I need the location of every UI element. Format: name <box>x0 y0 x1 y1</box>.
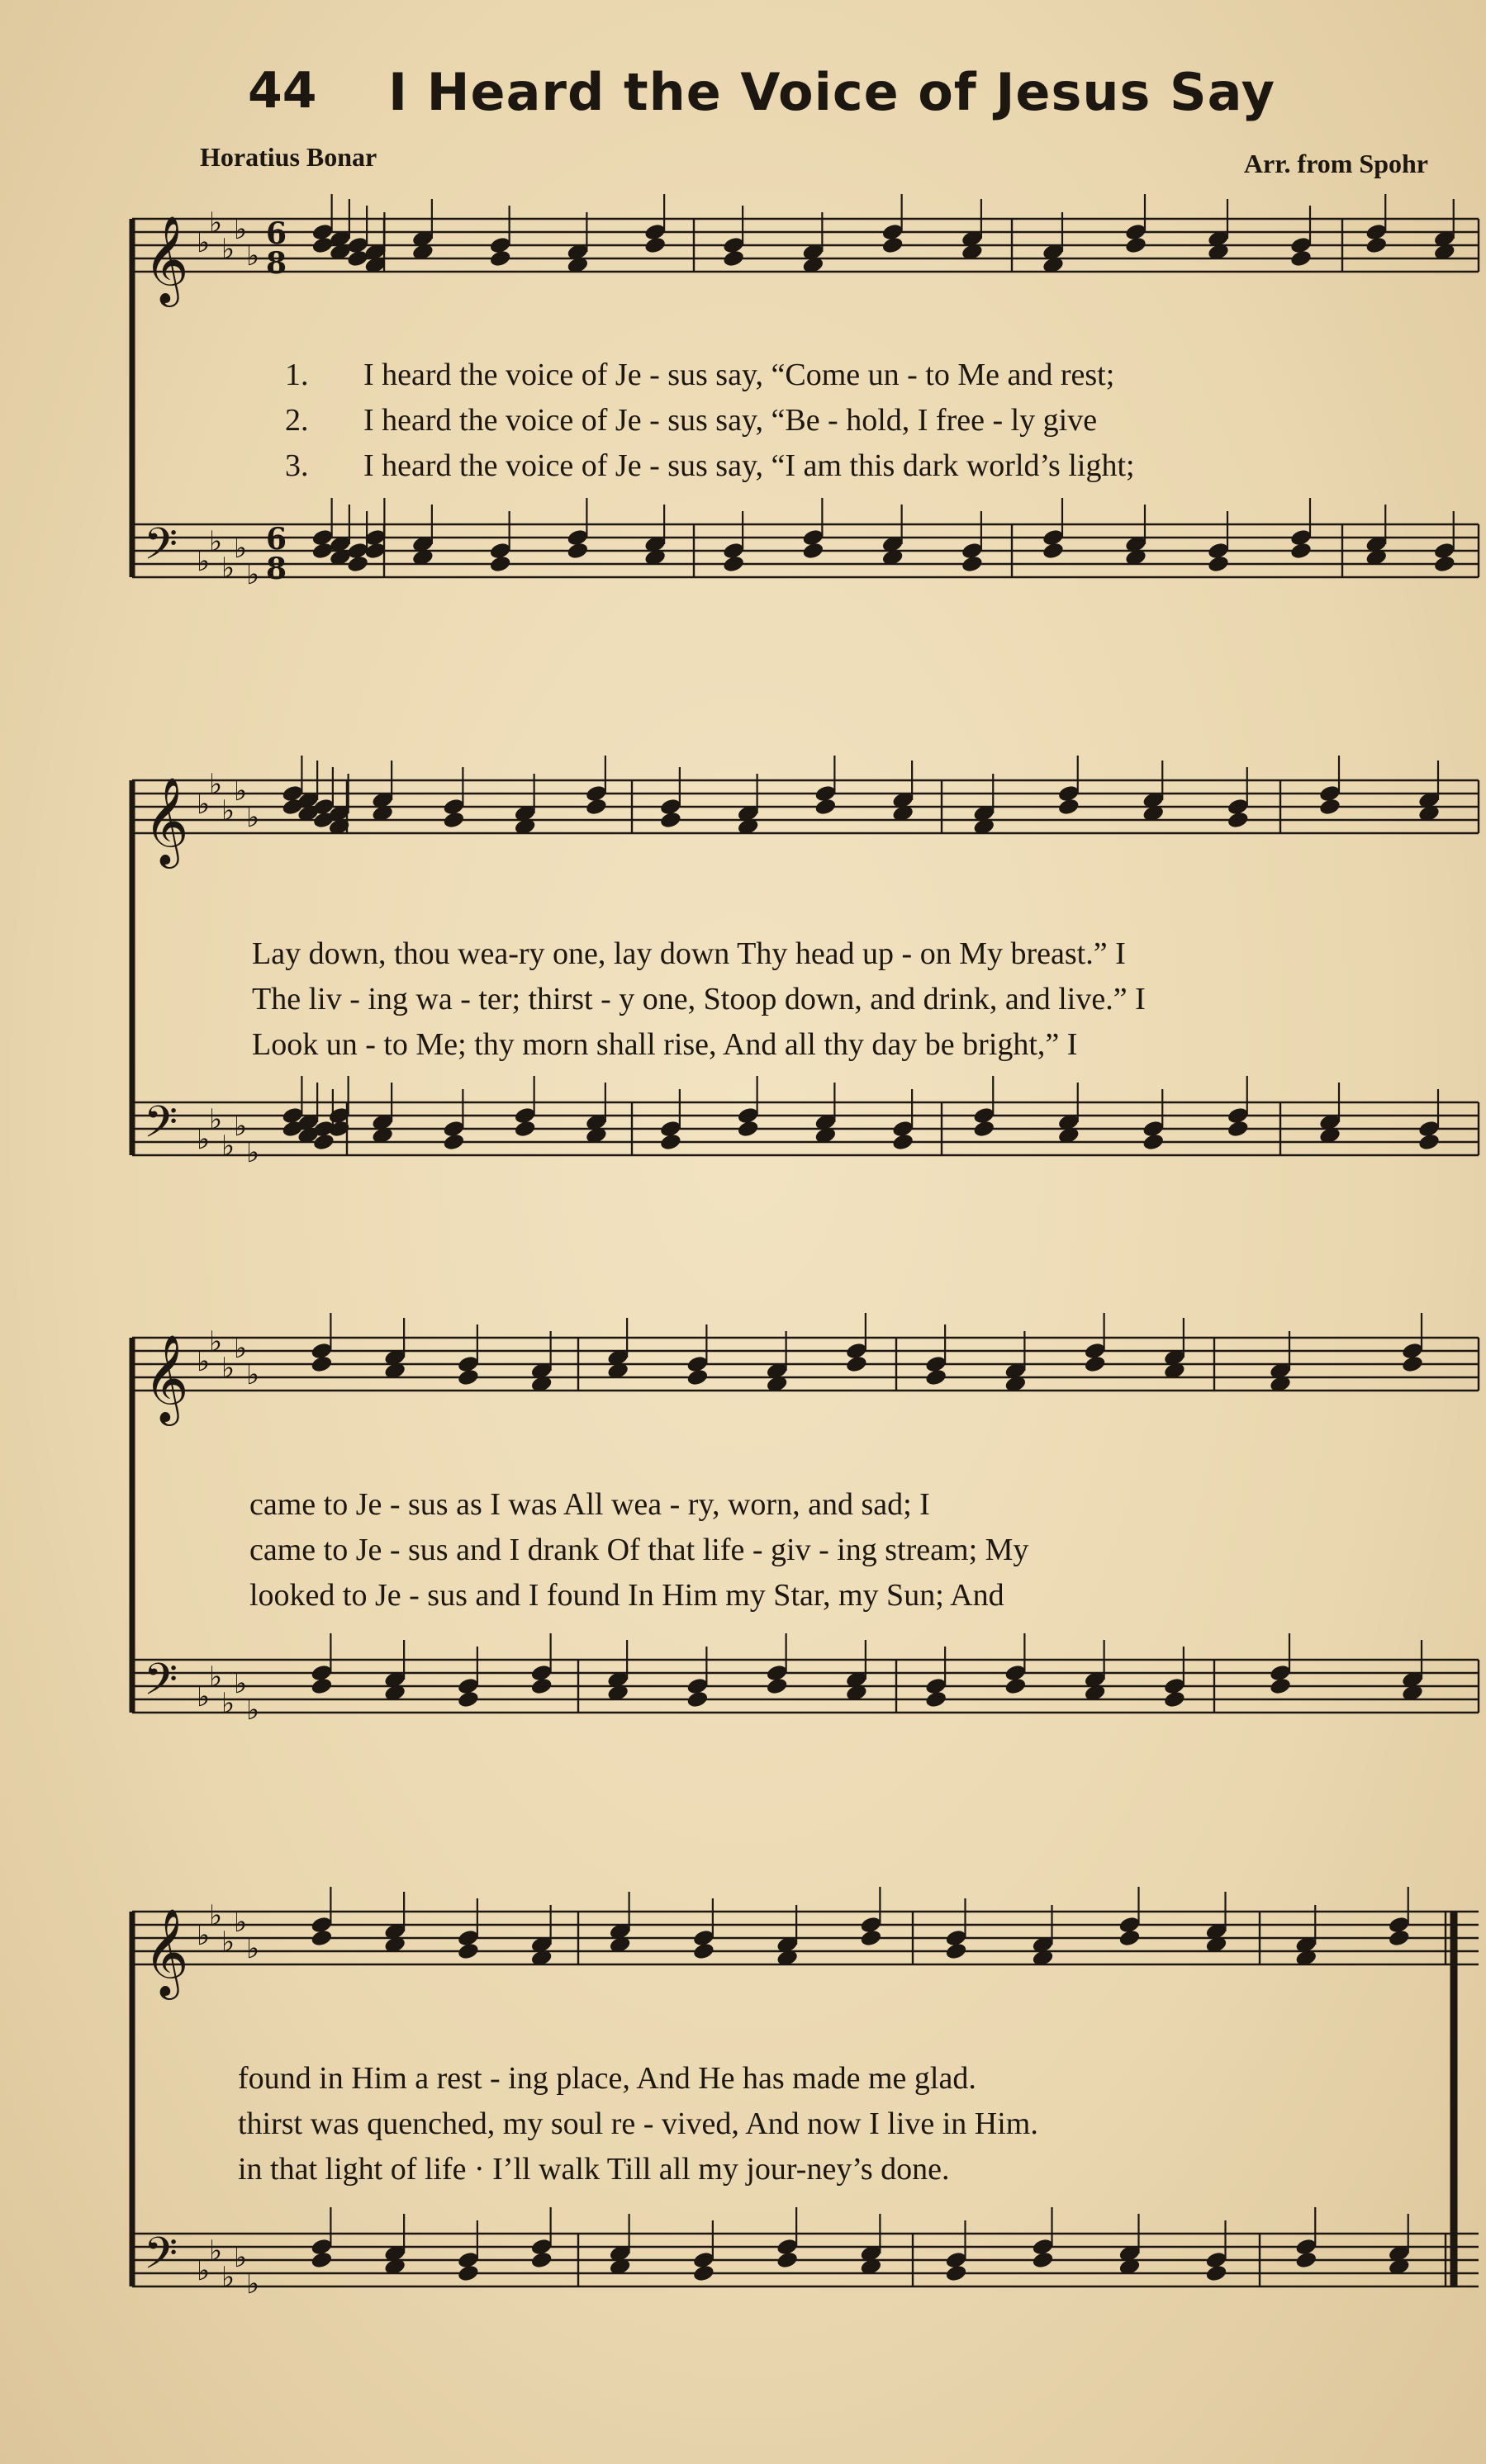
flat-sign: ♭ <box>221 233 235 266</box>
treble-key-signature <box>197 206 259 272</box>
lyric-text: The liv - ing wa - ter; thirst - y one, Stoop down, and drink, and live.” I <box>252 982 1146 1016</box>
treble-notes <box>311 194 1456 275</box>
bass-clef: 𝄢 <box>144 1655 178 1716</box>
note-head <box>489 554 512 573</box>
flat-sign: ♭ <box>221 1926 235 1959</box>
note-head <box>311 235 335 254</box>
note-head <box>845 1354 868 1373</box>
flat-sign: ♭ <box>234 532 248 565</box>
lyricist-credit: Horatius Bonar <box>200 142 377 172</box>
note-head <box>346 554 369 573</box>
note-head <box>1365 235 1388 254</box>
bass-staff <box>132 2234 1479 2286</box>
bass-key-signature <box>197 1661 259 1727</box>
composer-credit: Arr. from Spohr <box>1243 149 1428 178</box>
music-system-4 <box>0 1887 1486 2349</box>
note-head <box>801 541 824 560</box>
flat-sign: ♭ <box>221 1130 235 1163</box>
note-head <box>1227 810 1250 829</box>
bass-key-signature <box>197 2234 259 2301</box>
flat-sign: ♭ <box>209 206 223 239</box>
bass-notes <box>310 1633 1424 1709</box>
note-head <box>1401 1354 1424 1373</box>
flat-sign: ♭ <box>234 775 248 808</box>
note-head <box>814 797 837 816</box>
note-head <box>692 2263 715 2282</box>
treble-clef: 𝄞 <box>144 1907 189 1996</box>
flat-sign: ♭ <box>221 1687 235 1720</box>
treble-notes <box>310 1313 1424 1394</box>
lyric-text: came to Je - sus and I drank Of that life - giv - ing stream; My <box>249 1533 1029 1567</box>
lyric-text: I heard the voice of Je - sus say, “Come un - to Me and rest; <box>363 358 1115 392</box>
flat-sign: ♭ <box>234 1667 248 1700</box>
note-head <box>1289 249 1313 268</box>
note-head <box>1269 1676 1292 1695</box>
music-system-1 <box>0 194 1486 640</box>
flat-sign: ♭ <box>197 788 211 821</box>
note-head <box>530 1676 553 1695</box>
treble-notes <box>310 1887 1410 1968</box>
note-head <box>457 2263 480 2282</box>
treble-time-signature-bottom: 8 <box>266 246 287 281</box>
note-head <box>1004 1676 1027 1695</box>
lyric-text: thirst was quenched, my soul re - vived, And now I live in Him. <box>238 2106 1038 2141</box>
note-head <box>722 554 745 573</box>
note-head <box>722 249 745 268</box>
note-head <box>1227 1119 1250 1138</box>
flat-sign: ♭ <box>234 1332 248 1365</box>
bass-notes <box>310 2207 1410 2283</box>
bass-key-signature <box>197 1103 259 1169</box>
note-head <box>310 1928 333 1947</box>
lyric-line-verse-2 <box>0 1532 1486 1578</box>
note-head <box>457 1367 480 1386</box>
bass-clef: 𝄢 <box>144 2229 178 2290</box>
note-head <box>692 1941 715 1960</box>
lyric-text: Lay down, thou wea-ry one, lay down Thy head up - on My breast.” I <box>252 936 1126 971</box>
treble-key-signature <box>197 1899 259 1965</box>
note-head <box>311 541 335 560</box>
note-head <box>686 1367 709 1386</box>
note-head <box>442 810 465 829</box>
flat-sign: ♭ <box>221 2261 235 2294</box>
note-head <box>1289 541 1313 560</box>
note-head <box>1118 1928 1141 1947</box>
note-head <box>310 1676 333 1695</box>
note-head <box>659 1132 682 1151</box>
flat-sign: ♭ <box>246 2267 260 2301</box>
bass-clef: 𝄢 <box>144 519 178 580</box>
treble-notes <box>281 756 1441 836</box>
flat-sign: ♭ <box>234 1906 248 1939</box>
note-head <box>1388 1928 1411 1947</box>
note-head <box>530 2250 553 2269</box>
flat-sign: ♭ <box>209 525 223 558</box>
verse-number: 3. <box>285 448 309 483</box>
flat-sign: ♭ <box>234 213 248 246</box>
lyric-line-verse-1 <box>0 357 1486 403</box>
note-head <box>686 1689 709 1708</box>
lyric-text: came to Je - sus as I was All wea - ry, worn, and sad; I <box>249 1487 930 1522</box>
flat-sign: ♭ <box>209 768 223 801</box>
lyric-line-verse-3 <box>0 2151 1486 2197</box>
flat-sign: ♭ <box>221 794 235 827</box>
lyric-text: I heard the voice of Je - sus say, “I am this dark world’s light; <box>363 448 1135 483</box>
hymn-header <box>0 0 1486 190</box>
lyric-line-verse-2 <box>0 981 1486 1027</box>
lyric-line-verse-3 <box>0 448 1486 494</box>
note-head <box>859 1928 882 1947</box>
flat-sign: ♭ <box>209 1661 223 1694</box>
flat-sign: ♭ <box>246 1136 260 1169</box>
treble-clef: 𝄞 <box>144 1334 189 1422</box>
flat-sign: ♭ <box>209 2234 223 2267</box>
flat-sign: ♭ <box>197 545 211 578</box>
flat-sign: ♭ <box>209 1103 223 1136</box>
note-head <box>442 1132 465 1151</box>
bass-time-signature-top: 6 <box>266 522 287 557</box>
note-head <box>972 1119 995 1138</box>
flat-sign: ♭ <box>221 552 235 585</box>
flat-sign: ♭ <box>209 1325 223 1358</box>
note-head <box>1057 797 1080 816</box>
treble-clef: 𝄞 <box>144 776 189 865</box>
lyric-text: found in Him a rest - ing place, And He has made me glad. <box>238 2061 976 2096</box>
flat-sign: ♭ <box>246 239 260 272</box>
lyric-line-verse-1 <box>0 936 1486 982</box>
note-head <box>891 1132 914 1151</box>
flat-sign: ♭ <box>246 1358 260 1391</box>
flat-sign: ♭ <box>246 801 260 834</box>
bass-time-signature-bottom: 8 <box>266 552 287 586</box>
note-head <box>924 1689 947 1708</box>
note-head <box>346 249 369 268</box>
note-head <box>944 2263 967 2282</box>
note-head <box>1417 1132 1441 1151</box>
note-head <box>457 1689 480 1708</box>
hymn-title: I Heard the Voice of Jesus Say <box>388 62 1276 122</box>
note-head <box>489 249 512 268</box>
note-head <box>961 554 984 573</box>
note-head <box>659 810 682 829</box>
note-head <box>766 1676 789 1695</box>
note-head <box>514 1119 537 1138</box>
note-head <box>1204 2263 1227 2282</box>
lyric-text: in that light of life · I’ll walk Till all my jour-ney’s done. <box>238 2152 950 2187</box>
bass-clef: 𝄢 <box>144 1097 178 1159</box>
note-head <box>457 1941 480 1960</box>
flat-sign: ♭ <box>246 1694 260 1727</box>
treble-key-signature <box>197 768 259 834</box>
lyric-text: looked to Je - sus and I found In Him my Star, my Sun; And <box>249 1578 1004 1613</box>
note-head <box>310 1354 333 1373</box>
lyric-line-verse-2 <box>0 402 1486 448</box>
bass-notes <box>281 1076 1441 1152</box>
flat-sign: ♭ <box>197 1680 211 1713</box>
treble-clef: 𝄞 <box>144 215 189 303</box>
verse-number: 2. <box>285 403 309 438</box>
treble-key-signature <box>197 1325 259 1391</box>
note-head <box>585 797 608 816</box>
lyric-line-verse-1 <box>0 2060 1486 2106</box>
note-head <box>643 235 667 254</box>
note-head <box>1207 554 1230 573</box>
note-head <box>1433 554 1456 573</box>
bass-notes <box>311 498 1456 574</box>
note-head <box>1163 1689 1186 1708</box>
note-head <box>310 2250 333 2269</box>
lyric-line-verse-3 <box>0 1026 1486 1073</box>
lyric-text: I heard the voice of Je - sus say, “Be - hold, I free - ly give <box>363 403 1098 438</box>
verse-number: 1. <box>285 358 309 392</box>
note-head <box>1142 1132 1165 1151</box>
note-head <box>1294 2250 1317 2269</box>
note-head <box>1318 797 1341 816</box>
music-system-3 <box>0 1313 1486 1759</box>
note-head <box>881 235 904 254</box>
flat-sign: ♭ <box>197 226 211 259</box>
note-head <box>1084 1354 1107 1373</box>
music-system-2 <box>0 756 1486 1201</box>
note-head <box>1031 2250 1054 2269</box>
flat-sign: ♭ <box>209 1899 223 1932</box>
flat-sign: ♭ <box>221 1352 235 1385</box>
flat-sign: ♭ <box>197 1345 211 1378</box>
note-head <box>776 2250 799 2269</box>
note-head <box>924 1367 947 1386</box>
note-head <box>944 1941 967 1960</box>
bass-key-signature <box>197 525 259 591</box>
lyric-line-verse-1 <box>0 1486 1486 1533</box>
lyric-line-verse-3 <box>0 1577 1486 1623</box>
flat-sign: ♭ <box>246 558 260 591</box>
flat-sign: ♭ <box>197 2254 211 2287</box>
note-head <box>566 541 589 560</box>
hymn-number: 44 <box>248 62 317 120</box>
treble-staff <box>132 1912 1479 1964</box>
lyric-line-verse-2 <box>0 2106 1486 2152</box>
flat-sign: ♭ <box>197 1919 211 1952</box>
treble-time-signature-top: 6 <box>266 216 287 251</box>
note-head <box>1124 235 1147 254</box>
flat-sign: ♭ <box>246 1932 260 1965</box>
flat-sign: ♭ <box>234 2241 248 2274</box>
note-head <box>1042 541 1065 560</box>
flat-sign: ♭ <box>197 1123 211 1156</box>
note-head <box>737 1119 760 1138</box>
flat-sign: ♭ <box>234 1110 248 1143</box>
lyric-text: Look un - to Me; thy morn shall rise, And all thy day be bright,” I <box>252 1027 1078 1062</box>
